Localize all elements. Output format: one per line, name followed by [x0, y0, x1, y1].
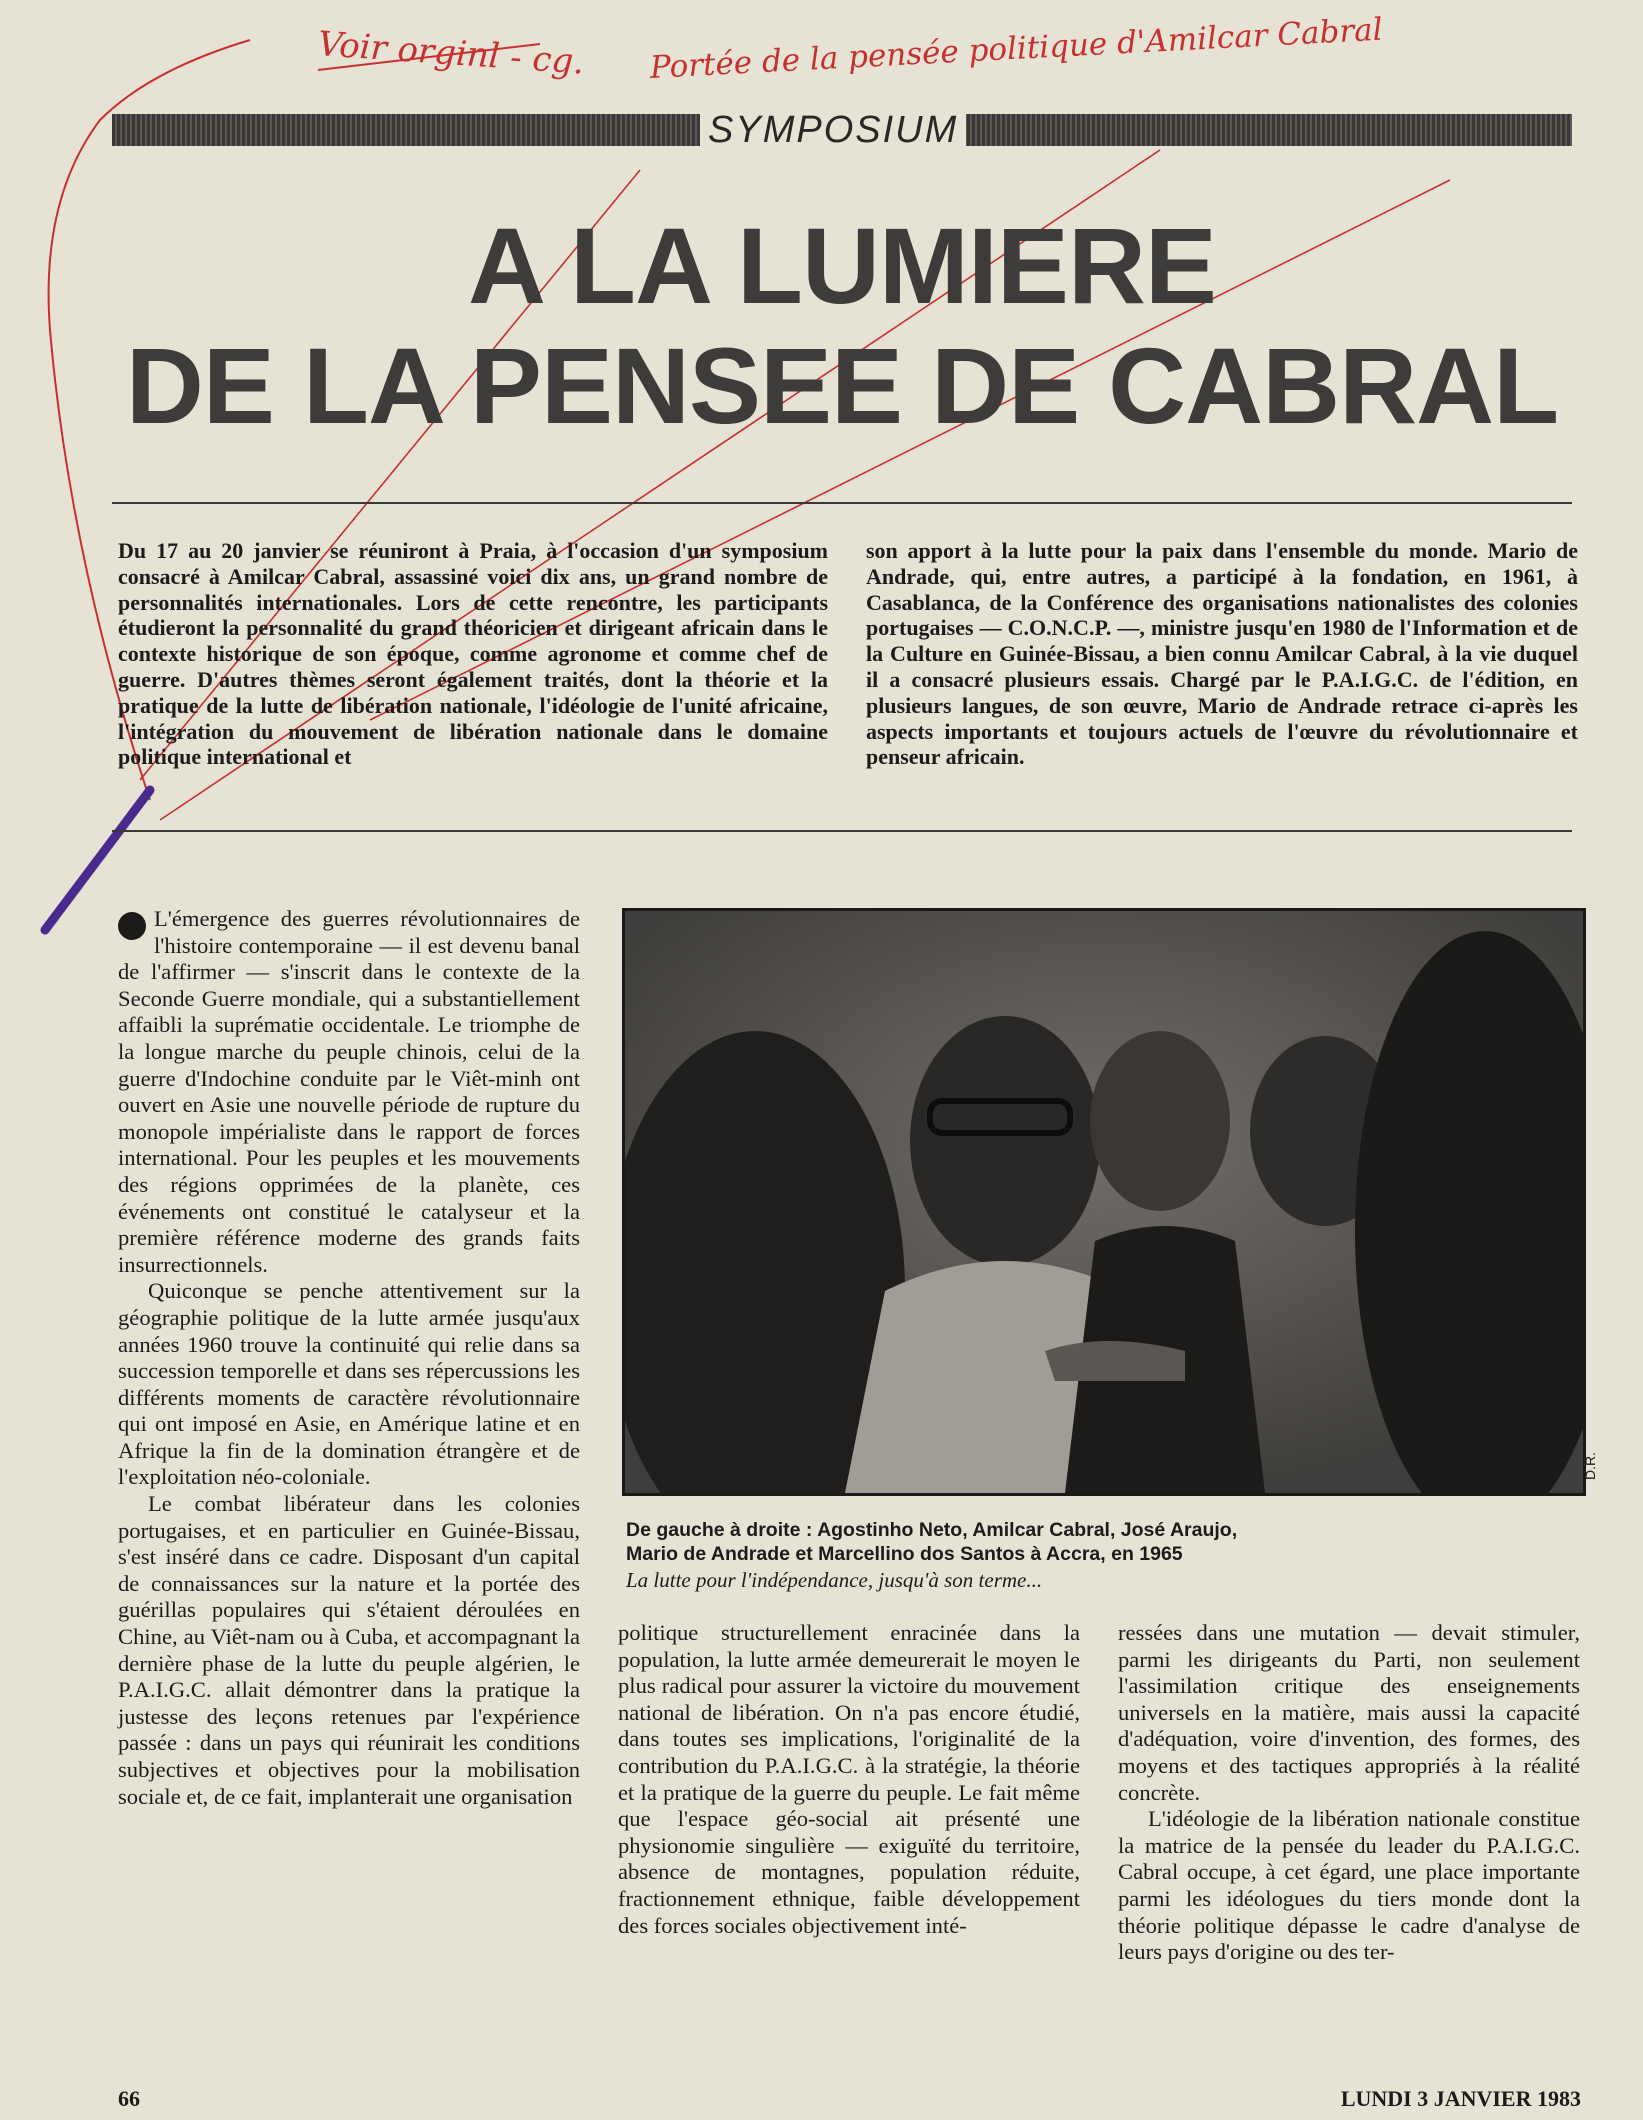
photo-illustration [625, 911, 1583, 1493]
bullet-dot-icon [118, 912, 146, 940]
caption-line-2: Mario de Andrade et Marcellino dos Santos à Accra, en 1965 [626, 1543, 1183, 1565]
red-underline-stroke [318, 44, 540, 70]
body-paragraph: ressées dans une mutation — devait stimuler, parmi les dirigeants du Parti, non seulement l'assimilation critique des enseignements universels en la matière, mais aussi la capacité d'adéquation, voire d'invention, des formes, des moyens et des tactiques appropriés à la réalité concrète. [1118, 1620, 1580, 1805]
body-paragraph-text: L'émergence des guerres révolutionnaires de l'histoire contemporaine — il est devenu banal de l'affirmer — s'inscrit dans le contexte de la Seconde Guerre mondiale, qui a substantiellement affaibli la suprématie occidentale. Le triomphe de la longue marche du peuple chinois, celui de la guerre d'Indochine conduite par le Viêt-minh ont ouvert en Asie une nouvelle période de rupture du monopole impérialiste dans le rapport de forces international. Pour les peuples et les mouvements des régions opprimées de la planète, ces événements ont constitué le catalyseur et la première référence moderne des grands faits insurrectionnels. [118, 906, 580, 1277]
bottom-rule [112, 830, 1572, 832]
body-paragraph: Quiconque se penche attentivement sur la géographie politique de la lutte armée jusqu'aux années 1960 trouve la continuité qui relie dans sa succession temporelle et dans ses répercussions les différents moments de caractère révolutionnaire qui ont imposé en Asie, en Amérique latine et en Afrique la fin de la domination étrangère et de l'exploitation néo-coloniale. [118, 1278, 580, 1490]
handwritten-note-right: Portée de la pensée politique d'Amilcar Cabral [649, 11, 1384, 86]
headline-line-1: A LA LUMIERE [468, 205, 1216, 326]
issue-date: LUNDI 3 JANVIER 1983 [1340, 2086, 1581, 2111]
intro-right: son apport à la lutte pour la paix dans l'ensemble du monde. Mario de Andrade, qui, entre autres, a participé à la fondation, en 1961, à Casablanca, de la Conférence des organisations nationalistes des colonies portugaises — C.O.N.C.P. —, ministre jusqu'en 1980 de l'Information et de la Culture en Guinée-Bissau, a bien connu Amilcar Cabral, à la vie duquel il a consacré plusieurs essais. Chargé par le P.A.I.G.C. de l'édition, en plusieurs langues, de son œuvre, Mario de Andrade retrace ci-après les aspects importants et toujours actuels de l'œuvre du révolutionnaire et penseur africain. [866, 538, 1578, 770]
page-number: 66 [118, 2086, 140, 2111]
photo-credit: D.R. [1582, 1452, 1598, 1480]
body-column-3 [1118, 1620, 1580, 1966]
top-rule [112, 502, 1572, 504]
body-paragraph: L'idéologie de la libération nationale constitue la matrice de la pensée du leader du P.A.I.G.C. Cabral occupe, à cet égard, une place importante parmi les idéologues du tiers monde dont la théorie politique dépasse le cadre d'analyse de leurs pays d'origine ou des ter- [1118, 1806, 1580, 1965]
body-paragraph [118, 906, 580, 1278]
photo-caption [626, 1518, 1237, 1566]
figure-cabral-head [910, 1016, 1100, 1266]
section-label: SYMPOSIUM [700, 106, 966, 154]
intro-left: Du 17 au 20 janvier se réuniront à Praia, à l'occasion d'un symposium consacré à Amilcar Cabral, assassiné voici dix ans, un grand nombre de personnalités internationales. Lors de cette rencontre, les participants étudieront la personnalité du grand théoricien et dirigeant africain dans le contexte historique de son époque, comme agronome et comme chef de guerre. D'autres thèmes seront également traités, dont la théorie et la pratique de la lutte de libération nationale, l'idéologie de l'unité africaine, l'intégration du mouvement de libération nationale dans le domaine politique international et [118, 538, 828, 770]
body-column-1 [118, 906, 580, 1810]
body-paragraph: politique structurellement enracinée dans la population, la lutte armée demeurerait le moyen le plus radical pour assurer la victoire du mouvement national de libération. On n'a pas encore étudié, dans toutes ses implications, l'originalité de la contribution du P.A.I.G.C. à la stratégie, la théorie et la pratique de la guerre du peuple. Le fait même que l'espace géo-social ait présenté une physionomie singulière — exiguïté du territoire, absence de montagnes, population réduite, fractionnement ethnique, faible développement des forces sociales objectivement inté- [618, 1620, 1080, 1938]
handwritten-note-left: Voir orginl - cg. [316, 24, 586, 83]
body-column-2 [618, 1620, 1080, 1939]
headline-line-2: DE LA PENSEE DE CABRAL [125, 325, 1559, 446]
body-paragraph: Le combat libérateur dans les colonies portugaises, et en particulier en Guinée-Bissau, s'est inséré dans ce cadre. Disposant d'un capital de connaissances sur la nature et la portée des guérillas populaires qui s'étaient déroulées en Chine, au Viêt-nam ou à Cuba, et accompagnant la dernière phase de la lutte du peuple algérien, le P.A.I.G.C. allait démontrer dans la pratique la justesse des leçons retenues par l'expérience passée : dans un pays qui réunirait les conditions subjectives et objectives pour la mobilisation sociale et, de ce fait, implanterait une organisation [118, 1491, 580, 1809]
caption-line-1: De gauche à droite : Agostinho Neto, Amilcar Cabral, José Araujo, [626, 1519, 1238, 1541]
pointing-hand [1045, 1341, 1185, 1381]
photo-caption-italic: La lutte pour l'indépendance, jusqu'à son terme... [626, 1568, 1043, 1592]
figure-center-head [1090, 1031, 1230, 1211]
group-photo [622, 908, 1586, 1496]
